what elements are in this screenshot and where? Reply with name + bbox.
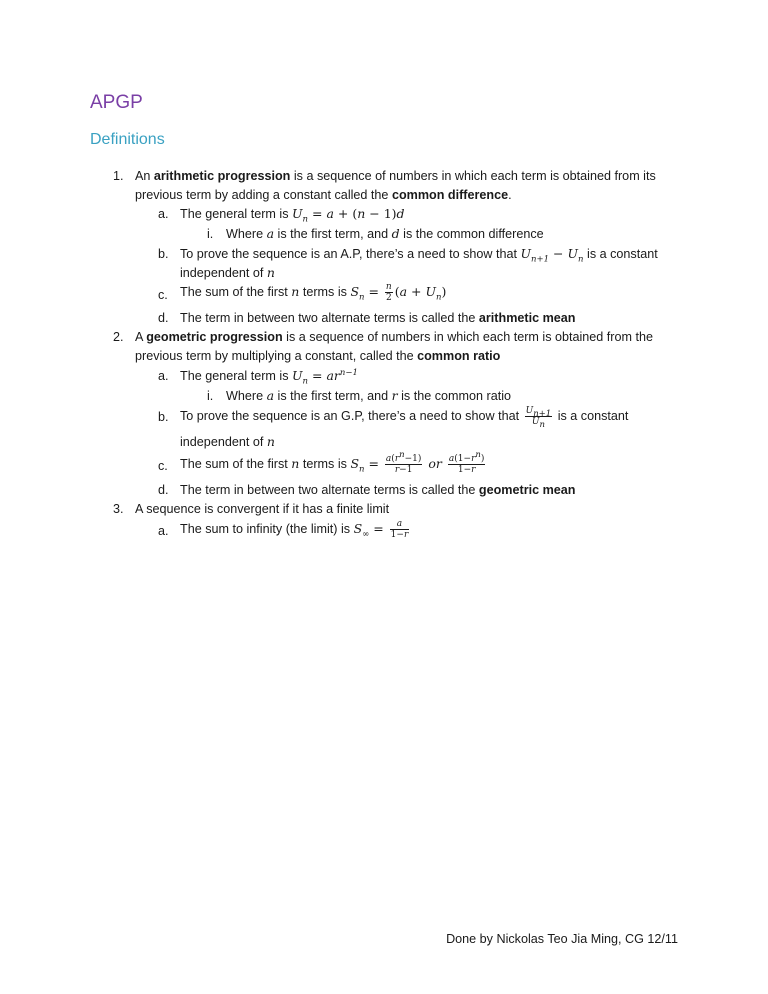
list-item-1-line-1: An arithmetic progression is a sequence of numbers in which each term is obtained from its (135, 169, 656, 183)
ap-sum-formula: The sum of the first n terms is $S_n$ = $\frac{n}{2}$ $(a + U_n)$ (180, 282, 447, 304)
sub-letter-1b: b. (158, 247, 169, 261)
sub-letter-1c: c. (158, 288, 168, 302)
ap-proof-line-2: independent of n (180, 265, 275, 280)
sub-letter-1a: a. (158, 207, 169, 221)
gp-sum-formula: The sum of the first n terms is $S_n$ = $\frac{a(r^n-1)}{r-1}$ or $\frac{a(1-r^n)}{1-r}$ (180, 450, 485, 476)
ap-variable-note: Where a is the first term, and d is the common difference (226, 226, 544, 241)
general-term-gp: The general term is $U_n = ar^{n-1}$ (180, 367, 358, 387)
gp-proof-line-2: independent of n (180, 434, 275, 449)
arithmetic-mean-def: The term in between two alternate terms is called the arithmetic mean (180, 311, 576, 325)
page-footer: Done by Nickolas Teo Jia Ming, CG 12/11 (446, 932, 678, 946)
sub-letter-2d: d. (158, 483, 169, 497)
list-item-2-line-1: A geometric progression is a sequence of numbers in which each term is obtained from the (135, 330, 653, 344)
sum-to-infinity: The sum to infinity (the limit) is $S_\infty$ = $\frac{a}{1-r}$ (180, 519, 409, 541)
sub-roman-1i: i. (207, 227, 214, 241)
gp-variable-note: Where a is the first term, and r is the common ratio (226, 388, 512, 403)
list-number-3: 3. (113, 502, 124, 516)
ap-proof-line-1: To prove the sequence is an A.P, there’s a need to show that $U_{n+1} - U_n$ is a constant (180, 246, 658, 265)
sub-letter-2b: b. (158, 410, 169, 424)
general-term-ap: The general term is $U_n = a + (n - 1)d$ (180, 206, 405, 225)
sub-letter-2c: c. (158, 459, 168, 473)
sub-letter-3a: a. (158, 524, 169, 538)
gp-proof-line-1: To prove the sequence is an G.P, there’s a need to show that $\frac{U_{n+1}}{U_n}$ is a constant (180, 406, 629, 430)
document-title: APGP (90, 92, 143, 113)
sub-letter-1d: d. (158, 311, 169, 325)
section-heading: Definitions (90, 131, 165, 148)
list-number-2: 2. (113, 330, 124, 344)
list-number-1: 1. (113, 169, 124, 183)
sub-letter-2a: a. (158, 369, 169, 383)
list-item-1-line-2: previous term by adding a constant called the common difference. (135, 188, 512, 202)
convergent-def: A sequence is convergent if it has a finite limit (135, 502, 390, 516)
list-item-2-line-2: previous term by multiplying a constant, called the common ratio (135, 349, 501, 363)
geometric-mean-def: The term in between two alternate terms is called the geometric mean (180, 483, 576, 497)
sub-roman-2i: i. (207, 389, 214, 403)
